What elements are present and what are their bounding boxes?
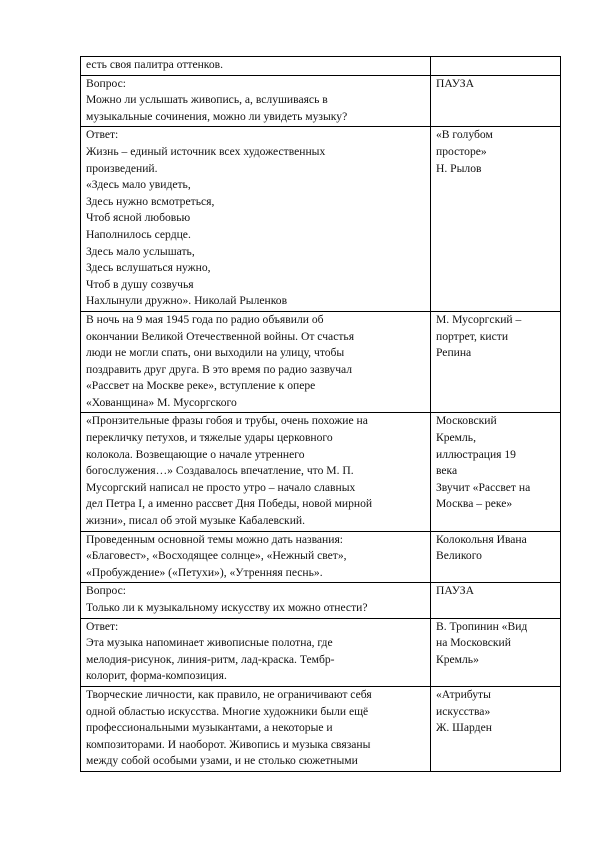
note-cell xyxy=(431,127,561,312)
cell-line: «В голубом xyxy=(436,128,493,142)
cell-line: искусства» xyxy=(436,704,491,718)
cell-line: мелодия-рисунок, линия-ритм, лад-краска. Тембр- xyxy=(86,652,335,666)
note-cell xyxy=(431,583,561,618)
table-row xyxy=(81,413,561,531)
table-row xyxy=(81,75,561,127)
cell-line: Ж. Шарден xyxy=(436,721,492,735)
cell-line: Вопрос: xyxy=(86,76,126,90)
note-cell xyxy=(431,57,561,76)
cell-line: есть своя палитра оттенков. xyxy=(86,58,224,71)
table-row xyxy=(81,686,561,771)
text-cell xyxy=(81,127,431,312)
lesson-table xyxy=(80,56,561,772)
cell-line: Наполнилось сердце. xyxy=(86,227,191,241)
cell-line: Кремль» xyxy=(436,652,479,666)
cell-line: Чтоб ясной любовью xyxy=(86,211,191,225)
table-row xyxy=(81,311,561,413)
cell-line: Здесь нужно всмотреться, xyxy=(86,194,215,208)
cell-line: «Здесь мало увидеть, xyxy=(86,178,191,192)
cell-line: перекличку петухов, и тяжелые удары церковного xyxy=(86,431,333,445)
note-cell xyxy=(431,413,561,531)
cell-line: «Благовест», «Восходящее солнце», «Нежный свет», xyxy=(86,549,347,563)
cell-line: «Пробуждение» («Петухи»), «Утренняя песнь». xyxy=(86,565,323,579)
cell-line: Можно ли услышать живопись, а, вслушиваясь в xyxy=(86,93,328,107)
cell-line: жизни», писал об этой музыке Кабалевский. xyxy=(86,514,305,528)
cell-line: Московский xyxy=(436,414,497,428)
cell-line: «Пронзительные фразы гобоя и трубы, очень похожие на xyxy=(86,414,368,428)
cell-line: между собой особыми узами, и не столько сюжетными xyxy=(86,754,358,768)
cell-line: Москва – реке» xyxy=(436,497,513,511)
cell-line: Здесь мало услышать, xyxy=(86,244,195,258)
table-row xyxy=(81,531,561,583)
cell-line: просторе» xyxy=(436,144,487,158)
cell-line: профессиональными музыкантами, а некоторые и xyxy=(86,721,333,735)
cell-line: В. Тропинин «Вид xyxy=(436,619,528,633)
cell-line: одной областью искусства. Многие художники были ещё xyxy=(86,704,369,718)
table-row xyxy=(81,618,561,686)
text-cell xyxy=(81,531,431,583)
cell-line: произведений. xyxy=(86,161,158,175)
cell-line: Репина xyxy=(436,346,472,360)
cell-line: Чтоб в душу созвучья xyxy=(86,277,194,291)
cell-line: Творческие личности, как правило, не ограничивают себя xyxy=(86,687,372,701)
cell-line: ПАУЗА xyxy=(436,76,474,90)
cell-line: музыкальные сочинения, можно ли увидеть музыку? xyxy=(86,109,348,123)
cell-line: Колокольня Ивана xyxy=(436,532,527,546)
text-cell xyxy=(81,583,431,618)
cell-line: Только ли к музыкальному искусству их можно отнести? xyxy=(86,601,368,614)
cell-line: портрет, кисти xyxy=(436,329,509,343)
cell-line: люди не могли спать, они выходили на улицу, чтобы xyxy=(86,346,345,360)
cell-line: Жизнь – единый источник всех художественных xyxy=(86,144,326,158)
cell-line: ПАУЗА xyxy=(436,584,474,598)
cell-line: Великого xyxy=(436,549,482,563)
cell-line: Кремль, xyxy=(436,431,476,445)
cell-line: Ответ: xyxy=(86,128,119,142)
cell-line: колорит, форма-композиция. xyxy=(86,669,227,683)
cell-line: композиторами. И наоборот. Живопись и музыка связаны xyxy=(86,737,371,751)
cell-line: «Хованщина» М. Мусоргского xyxy=(86,395,237,409)
cell-line: иллюстрация 19 xyxy=(436,447,516,461)
cell-line: богослужения…» Создавалось впечатление, что М. П. xyxy=(86,464,354,478)
cell-line: Мусоргский написал не просто утро – начало славных xyxy=(86,480,356,494)
cell-line: Вопрос: xyxy=(86,584,126,598)
text-cell xyxy=(81,75,431,127)
note-cell xyxy=(431,311,561,413)
cell-line: на Московский xyxy=(436,636,511,650)
text-cell xyxy=(81,57,431,76)
cell-line: Ответ: xyxy=(86,619,119,633)
cell-line: М. Мусоргский – xyxy=(436,312,522,326)
table-row xyxy=(81,583,561,618)
cell-line: Эта музыка напоминает живописные полотна, где xyxy=(86,636,333,650)
cell-line: «Рассвет на Москве реке», вступление к опере xyxy=(86,379,316,393)
text-cell xyxy=(81,311,431,413)
cell-line: Проведенным основной темы можно дать названия: xyxy=(86,532,344,546)
cell-line: Н. Рылов xyxy=(436,161,482,175)
cell-line: колокола. Возвещающие о начале утреннего xyxy=(86,447,305,461)
table-row xyxy=(81,57,561,76)
text-cell xyxy=(81,413,431,531)
cell-line: Звучит «Рассвет на xyxy=(436,480,531,494)
cell-line: дел Петра I, а именно рассвет Дня Победы, новой мирной xyxy=(86,497,373,511)
text-cell xyxy=(81,618,431,686)
cell-line: В ночь на 9 мая 1945 года по радио объявили об xyxy=(86,312,324,326)
table-row xyxy=(81,127,561,312)
note-cell xyxy=(431,531,561,583)
cell-line: окончании Великой Отечественной войны. От счастья xyxy=(86,329,355,343)
note-cell xyxy=(431,75,561,127)
note-cell xyxy=(431,618,561,686)
cell-line: века xyxy=(436,464,458,478)
cell-line: Нахлынули дружно». Николай Рыленков xyxy=(86,294,288,308)
cell-line: Здесь вслушаться нужно, xyxy=(86,261,211,275)
note-cell xyxy=(431,686,561,771)
text-cell xyxy=(81,686,431,771)
cell-line: «Атрибуты xyxy=(436,687,491,701)
cell-line: поздравить друг друга. В это время по радио зазвучал xyxy=(86,362,353,376)
lesson-table-body xyxy=(81,57,561,772)
